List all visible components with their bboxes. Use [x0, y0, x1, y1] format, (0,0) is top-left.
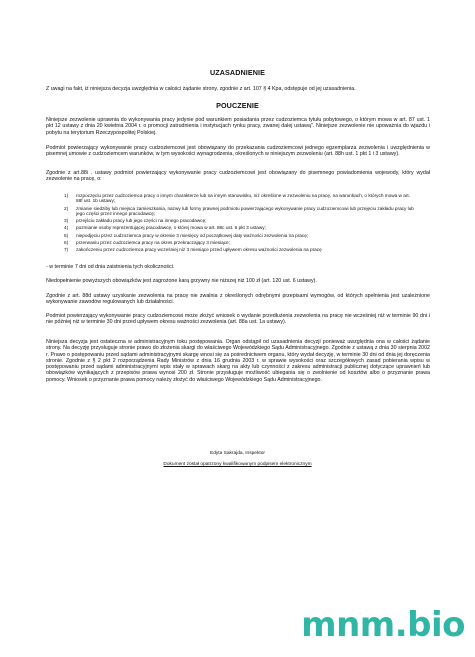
list-item: 7) zakończeniu przez cudzoziemca pracy wcześniej niż 3 miesiące przed upływem okresu ważności zezwolenia na pracę — [64, 247, 322, 253]
paragraph-3: Zgodnie z art.88i . ustawy podmiot powierzający wykonywanie pracy cudzoziemcowi jest obowiązany do pisemnego powiadomienia wojewody, który wydał zezwolenie na pracę, o: — [46, 170, 430, 183]
paragraph-2: Podmiot powierzający wykonywanie pracy cudzoziemcowi jest obowiązany do przekazania cudzoziemcowi jednego egzemplarza zezwolenia i uwzględnienia w pisemnej umowie z cudzoziemcem warunków, w tym wysokości wynagrodzenia, określonych w niniejszym zezwoleniu (art. 88h ust. 1 pkt 1 i 3 ustawy). — [46, 145, 430, 158]
list-item: 6) przerwaniu przez cudzoziemca pracy na okres przekraczający 3 miesiące; — [64, 239, 230, 245]
paragraph-6: Zgodnie z art. 88d ustawy uzyskanie zezwolenia na pracę nie zwalnia z określonych odrębnymi przepisami wymogów, od których spełnienia jest uzależnione wykonywanie zawodów regulowanych lub działalności. — [46, 293, 430, 306]
heading-pouczenie: POUCZENIE — [216, 101, 259, 110]
signature-name: Edyta Sakrajda, Inspektor — [210, 451, 265, 456]
paragraph-8: Niniejsza decyzja jest ostateczna w administracyjnym toku postępowania. Organ odstąpił od uzasadnienia decyzji ponieważ uwzględnia ona w całości żądanie strony. Na decyzję przysługuje stronie prawo do złożenia skargi do właściwego Wojewódzkiego Sądu Administracyjnego. Zgodnie z ustawą z dnia 30 sierpnia 2002 r. Prawo o postępowaniu przed sądami administracyjnymi skargę wnosi się za pośrednictwem organu, który wydał decyzję, w terminie 30 dni od dnia jej doręczenia stronie. Zgodnie z § 2 pkt 2 rozporządzenia Rady Ministrów z dnia 16 grudnia 2003 r. w sprawie wysokości oraz szczegółowych zasad pobierania wpisu w postępowaniu przed sądami administracyjnymi wpis stały w sprawach skarg na akty lub czynności z zakresu administracji publicznej dotyczące uprawnień lub obowiązków wynikających z przepisów prawa wynosi 200 zł. Stronie przysługuje możliwość ubiegania się o zwolnienie od kosztów albo o przyznanie prawa pomocy. Wniosek o przyznanie prawa pomocy należy złożyć do właściwego Wojewódzkiego Sądu Administracyjnego. — [46, 339, 430, 383]
paragraph-uzasadnienie: Z uwagi na fakt, iż niniejsza decyzja uwzględnia w całości żądanie strony, zgodnie z art. 107 § 4 Kpa, odstępuje od jej uzasadnienia. — [46, 86, 356, 92]
paragraph-1: Niniejsze zezwolenie uprawnia do wykonywania pracy jedynie pod warunkiem posiadania przez cudzoziemca tytułu pobytowego, o którym mowa w art. 87 ust. 1 pkt 12 ustawy z dnia 20 kwietnia 2004 r. o promocji zatrudnienia i instytucjach rynku pracy, zwanej dalej ustawą". Niniejsze zezwolenie nie upoważnia do wjazdu i pobytu na terytorium Rzeczypospolitej Polskiej. — [46, 117, 430, 136]
list-item: 4) pozmianie osoby reprezentującej pracodawcę, o której mowa w art. 88c ust. 6 pkt 3 ustawy; — [64, 225, 266, 231]
list-item: 3) przejściu zakładu pracy lub jego części na innego pracodawcę; — [64, 218, 207, 223]
notification-list — [64, 193, 416, 254]
paragraph-5: Niedopełnienie powyższych obowiązków jest zagrożone karą grzywny nie niższej niż 100 zł (art. 120 ust. 6 ustawy). — [46, 278, 317, 284]
list-item: 1) rozpoczęciu przez cudzoziemca pracy o innym charakterze lub na innym stanowisku, niż określone w zezwoleniu na pracę, na warunkach, o których mowa w art. 88f ust. 1b ustawy; — [64, 193, 411, 204]
list-item: 2) zmianie siedziby lub miejsca zamieszkania, nazwy lub formy prawnej podmiotu powierzającego wykonywanie pracy cudzoziemcowi lub przejęciu zakładu pracy lub jego części przez innego pracodawcę; — [64, 205, 414, 216]
list-item: 5) niepodjęciu przez cudzoziemca pracy w okresie 3 miesięcy od początkowej daty ważności zezwolenia na pracę; — [64, 232, 309, 238]
paragraph-7: Podmiot powierzający wykonywanie pracy cudzoziemcowi może złożyć wniosek o wydanie przedłużenia zezwolenia na pracę nie wcześniej niż w terminie 90 dni i nie później niż w terminie 30 dni przed upływem okresu ważności zezwolenia (art. 88a ust. 1a ustawy). — [46, 313, 430, 326]
signature-note: Dokument został opatrzony kwalifikowanym podpisem elektronicznym — [163, 462, 312, 467]
heading-uzasadnienie: UZASADNIENIE — [209, 68, 266, 77]
paragraph-4: - w terminie 7 dni od dnia zaistnienia tych okoliczności. — [46, 264, 175, 270]
watermark-logo: mnm.bio — [301, 605, 465, 645]
